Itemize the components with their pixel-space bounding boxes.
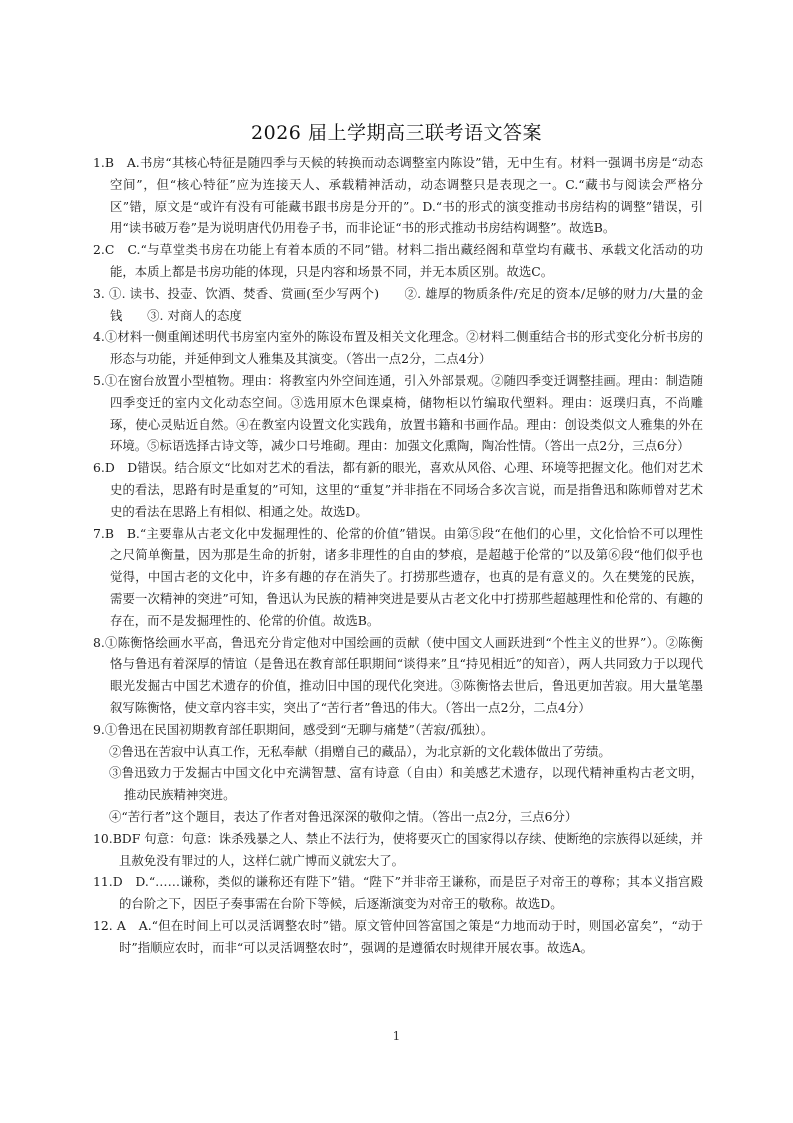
answer-q9-intro: 9.①鲁迅在民国初期教育部任职期间，感受到“无聊与痛楚”（苦寂/孤独）。 <box>93 721 494 737</box>
answer-q11: 11.D D.“……谦称，类似的谦称还有陛下”错。“陛下”并非帝王谦称，而是臣子对帝王的尊称；其本义指宫殿的台阶之下，因臣子奏事需在台阶下等候，后逐渐演变为对帝王的敬称。故选D。 <box>93 874 703 912</box>
answer-q10: 10.BDF 句意：句意：诛杀残暴之人、禁止不法行为，使将要灭亡的国家得以存续、使断绝的宗族得以延续，并且赦免没有罪过的人，这样仁就广博而义就宏大了。 <box>93 830 703 868</box>
answer-q6: 6.D D错误。结合原文“比如对艺术的看法，都有新的眼光，喜欢从风俗、心理、环境等把握文化。他们对艺术史的看法，思路有时是重复的”可知，这里的“重复”并非指在不同场合多次言说，而是指鲁迅和陈师曾对艺术史的看法在思路上有相似、相通之处。故选D。 <box>93 460 703 519</box>
answer-q4: 4.①材料一侧重阐述明代书房室内室外的陈设布置及相关文化理念。②材料二侧重结合书的形式变化分析书房的形态与功能，并延伸到文人雅集及其演变。（答出一点2分，二点4分） <box>93 329 703 367</box>
answer-q9-point-4: ④“苦行者”这个题目，表达了作者对鲁迅深深的敬仰之情。（答出一点2分，三点6分） <box>109 808 578 824</box>
answer-q9-point-2: ②鲁迅在苦寂中认真工作，无私奉献（捐赠自己的藏品），为北京新的文化载体做出了劳绩。 <box>109 743 611 759</box>
answer-q7: 7.B B.“主要靠从古老文化中发掘理性的、伦常的价值”错误。由第⑤段“在他们的心里，文化恰恰不可以理性之尺简单衡量，因为那是生命的折射，诸多非理性的自由的梦痕，是超越于伦常的”以及第⑥段“他们似乎也觉得，中国古老的文化中，许多有趣的存在消失了。打捞那些遗存，也真的是有意义的。久在樊笼的民族，需要一次精神的突进”可知，鲁迅认为民族的精神突进是要从古老文化中打捞那些超越理性和伦常的、有趣的存在，而不是发掘理性的、伦常的价值。故选B。 <box>93 525 703 628</box>
answer-q3: 3. ①. 读书、投壶、饮酒、焚香、赏画(至少写两个) ②. 雄厚的物质条件/充足的资本/足够的财力/大量的金钱 ③. 对商人的态度 <box>93 285 703 323</box>
answer-q2: 2.C C.“与草堂类书房在功能上有着本质的不同”错。材料二指出藏经阁和草堂均有藏书、承载文化活动的功能，本质上都是书房功能的体现，只是内容和场景不同，并无本质区别。故选C。 <box>93 242 703 279</box>
answer-q1: 1.B A.书房“其核心特征是随四季与天候的转换而动态调整室内陈设”错，无中生有。材料一强调书房是“动态空间”，但“核心特征”应为连接天人、承载精神活动，动态调整只是表现之一。C.“藏书与阅读会严格分区”错，原文是“或许有没有可能藏书跟书房是分开的”。D.“书的形式的演变推动书房结构的调整”错误，引用“读书破万卷”是为说明唐代仍用卷子书，而非论证“书的形式推动书房结构调整”。故选B。 <box>93 155 703 236</box>
page-title: 2026 届上学期高三联考语文答案 <box>251 122 542 144</box>
answer-q5: 5.①在窗台放置小型植物。理由：将教室内外空间连通，引入外部景观。②随四季变迁调整挂画。理由：制造随四季变迁的室内文化动态空间。③选用原木色课桌椅，储物柜以竹编取代塑料。理由：返璞归真，不尚雕琢，使心灵贴近自然。④在教室内设置文化实践角，放置书籍和书画作品。理由：创设类似文人雅集的外在环境。⑤标语选择古诗文等，减少口号堆砌。理由：加强文化熏陶，陶冶性情。（答出一点2分，三点6分） <box>93 372 703 454</box>
answer-q12: 12. A A.“但在时间上可以灵活调整农时”错。原文管仲回答富国之策是“力地而动于时，则国必富矣”，“动于时”指顺应农时，而非“可以灵活调整农时”，强调的是遵循农时规律开展农事。故选A。 <box>93 917 703 955</box>
page-number: 1 <box>392 1029 401 1043</box>
answer-list <box>93 152 703 958</box>
answer-q8: 8.①陈衡恪绘画水平高，鲁迅充分肯定他对中国绘画的贡献（使中国文人画跃进到“个性主义的世界”）。②陈衡恪与鲁迅有着深厚的情谊（是鲁迅在教育部任职期间“谈得来”且“持见相近”的知音），两人共同致力于以现代眼光发掘古中国艺术遗存的价值，推动旧中国的现代化突进。③陈衡恪去世后，鲁迅更加苦寂。用大量笔墨叙写陈衡恪，使文章内容丰实，突出了“苦行者”鲁迅的伟大。（答出一点2分，二点4分） <box>93 634 703 715</box>
answer-q9-point-3: ③鲁迅致力于发掘古中国文化中充满智慧、富有诗意（自由）和美感艺术遗存，以现代精神重构古老文明，推动民族精神突进。 <box>109 765 703 803</box>
